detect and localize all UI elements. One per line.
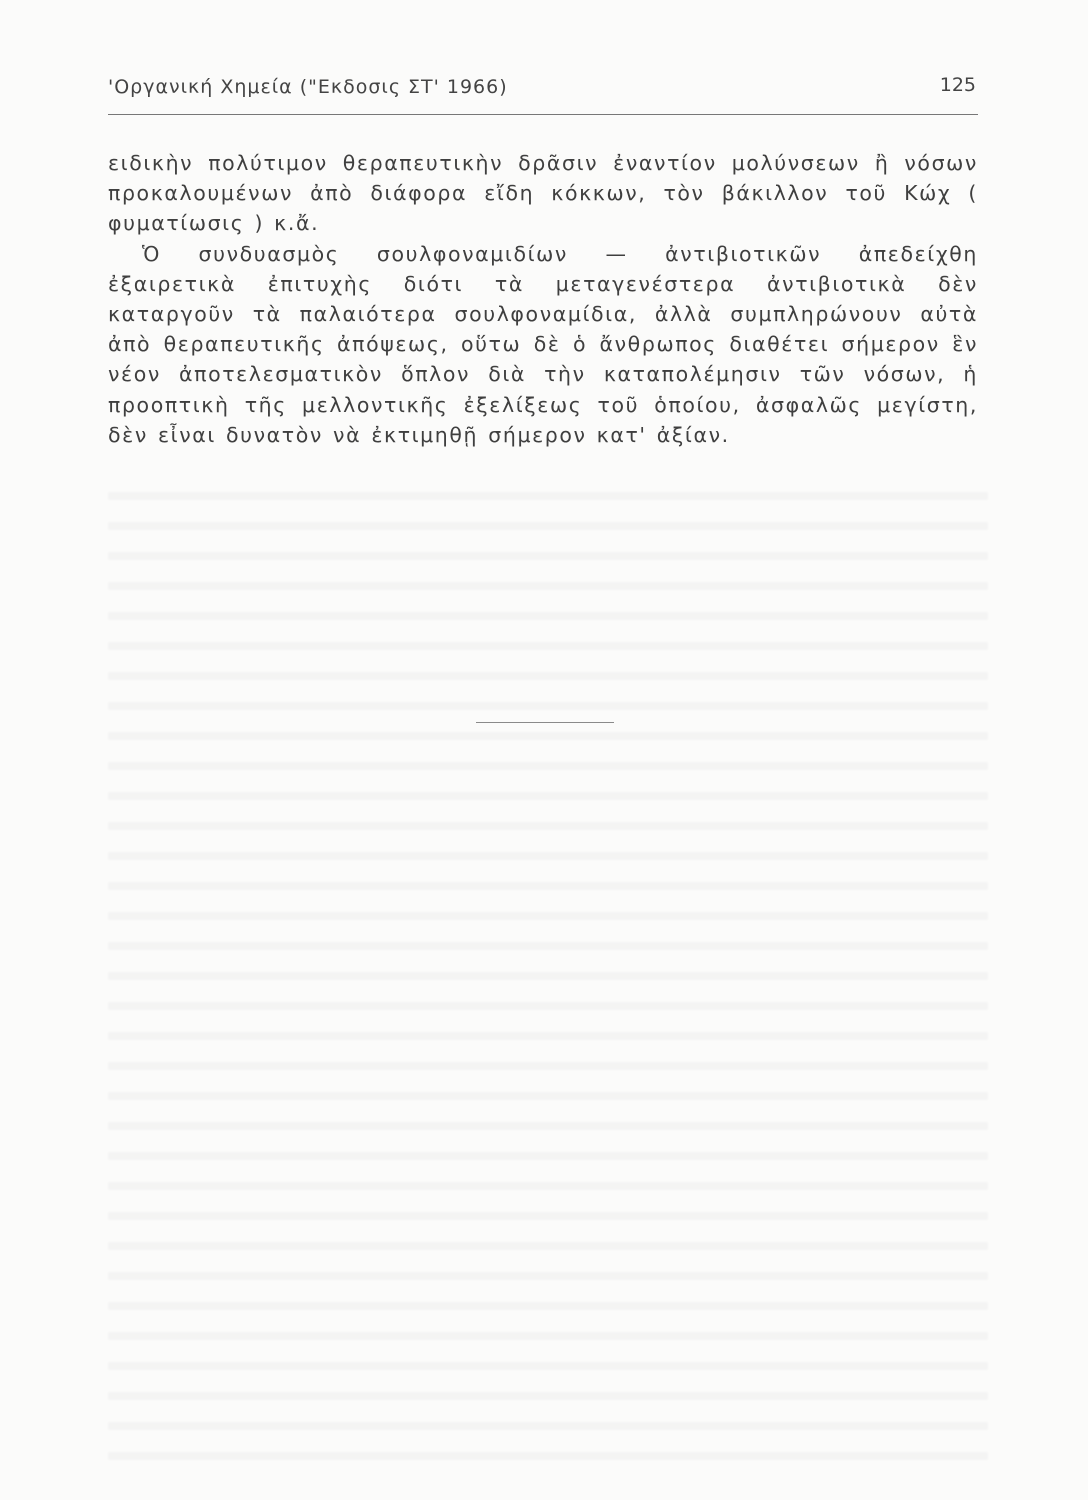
- body-text: [108, 148, 978, 450]
- running-header-title: 'Οργανική Χημεία ("Εκδοσις ΣΤ' 1966): [108, 76, 508, 98]
- page-number: 125: [939, 74, 976, 96]
- paragraph-combination: Ὁ συνδυασμὸς σουλφοναμιδίων — ἀντιβιοτικῶν ἀπεδείχθη ἐξαιρετικὰ ἐπιτυχὴς διότι τὰ μεταγενέστερα ἀντιβιοτικὰ δὲν καταργοῦν τὰ παλαιότερα σουλφοναμίδια, ἀλλὰ συμπληρώνουν αὐτὰ ἀπὸ θεραπευτικῆς ἀπόψεως, οὕτω δὲ ὁ ἄνθρωπος διαθέτει σήμερον ἓν νέον ἀποτελεσματικὸν ὅπλον διὰ τὴν καταπολέμησιν τῶν νόσων, ἡ προοπτικὴ τῆς μελλοντικῆς ἐξελίξεως τοῦ ὁποίου, ἀσφαλῶς μεγίστη, δὲν εἶναι δυνατὸν νὰ ἐκτιμηθῇ σήμερον κατ' ἀξίαν.: [108, 241, 978, 447]
- running-header: [108, 76, 980, 106]
- paragraph-continuation: ειδικὴν πολύτιμον θεραπευτικὴν δρᾶσιν ἐναντίον μολύνσεων ἢ νόσων προκαλουμένων ἀπὸ διάφορα εἴδη κόκκων, τὸν βάκιλλον τοῦ Κώχ ( φυματίωσις ) κ.ἄ.: [108, 151, 978, 236]
- header-rule: [108, 114, 978, 115]
- bleed-through-texture: [108, 470, 988, 1470]
- section-end-rule: [476, 722, 614, 723]
